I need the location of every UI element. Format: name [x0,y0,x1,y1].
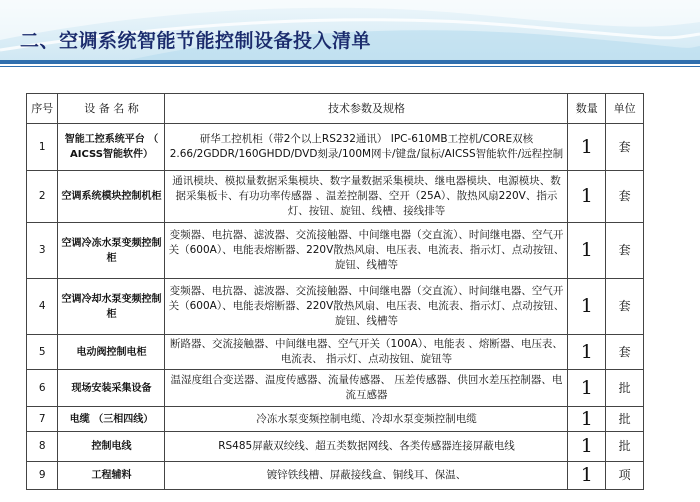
table-header-row [27,94,644,124]
row-qty: 1 [568,462,606,490]
header-rule-thin [0,66,700,67]
row-no: 8 [27,432,58,462]
row-spec: 通讯模块、模拟量数据采集模块、数字量数据采集模块、继电器模块、电源模块、数据采集板卡、有功功率传感器 、温差控制器、空开（25A）、散热风扇220V、指示灯、按钮、旋钮、线槽、接线排等 [165,171,568,223]
column-header-name: 设 备 名 称 [58,94,165,124]
row-no: 7 [27,407,58,432]
column-header-spec: 技术参数及规格 [165,94,568,124]
table-row [27,223,644,279]
row-spec: RS485屏蔽双绞线、超五类数据网线、各类传感器连接屏蔽电线 [165,432,568,462]
row-qty: 1 [568,124,606,171]
row-unit: 套 [606,279,644,335]
row-spec: 镀锌铁线槽、屏蔽接线盒、铜线耳、保温、 [165,462,568,490]
row-unit: 批 [606,407,644,432]
row-spec: 温湿度组合变送器、温度传感器、流量传感器、 压差传感器、供回水差压控制器、电流互感器 [165,370,568,407]
row-no: 6 [27,370,58,407]
table-row [27,370,644,407]
table-row [27,432,644,462]
row-unit: 套 [606,223,644,279]
row-spec: 断路器、交流接触器、中间继电器、空气开关（100A）、电能表 、熔断器、电压表、电流表、 指示灯、点动按钮、旋钮等 [165,335,568,370]
table-row [27,407,644,432]
column-header-qty: 数量 [568,94,606,124]
row-qty: 1 [568,223,606,279]
row-name: 空调系统模块控制机柜 [58,171,165,223]
row-qty: 1 [568,407,606,432]
row-qty: 1 [568,370,606,407]
row-name: 空调冷冻水泵变频控制柜 [58,223,165,279]
table-row [27,171,644,223]
row-unit: 套 [606,171,644,223]
row-unit: 套 [606,335,644,370]
row-no: 9 [27,462,58,490]
row-spec: 研华工控机柜（带2个以上RS232通讯） IPC-610MB工控机/CORE双核 2.66/2GDDR/160GHDD/DVD刻录/100M网卡/键盘/鼠标/AICSS智能软件/远程控制 [165,124,568,171]
row-name: 现场安装采集设备 [58,370,165,407]
table-row [27,335,644,370]
row-spec: 冷冻水泵变频控制电缆、冷却水泵变频控制电缆 [165,407,568,432]
row-no: 3 [27,223,58,279]
row-qty: 1 [568,432,606,462]
row-qty: 1 [568,279,606,335]
row-name: 电动阀控制电柜 [58,335,165,370]
row-unit: 批 [606,432,644,462]
row-no: 4 [27,279,58,335]
row-qty: 1 [568,335,606,370]
row-unit: 项 [606,462,644,490]
page-title: 二、空调系统智能节能控制设备投入清单 [20,30,372,52]
row-qty: 1 [568,171,606,223]
title-banner [0,0,700,62]
row-name: 空调冷却水泵变频控制柜 [58,279,165,335]
column-header-unit: 单位 [606,94,644,124]
row-no: 2 [27,171,58,223]
table-row [27,279,644,335]
table-row [27,124,644,171]
row-no: 1 [27,124,58,171]
row-unit: 批 [606,370,644,407]
row-name: 工程辅料 [58,462,165,490]
row-no: 5 [27,335,58,370]
header-rule-thick [0,60,700,64]
equipment-table [26,93,644,490]
row-name: 智能工控系统平台 （ AICSS智能软件） [58,124,165,171]
row-name: 控制电线 [58,432,165,462]
row-spec: 变频器、电抗器、滤波器、交流接触器、中间继电器（交直流）、时间继电器、空气开关（600A）、电能表熔断器、220V散热风扇、电压表、电流表、指示灯、点动按钮、旋钮、线槽等 [165,279,568,335]
row-name: 电缆 （三相四线） [58,407,165,432]
table-row [27,462,644,490]
row-unit: 套 [606,124,644,171]
column-header-no: 序号 [27,94,58,124]
row-spec: 变频器、电抗器、滤波器、交流接触器、中间继电器（交直流）、时间继电器、空气开关（600A）、电能表熔断器、220V散热风扇、电压表、电流表、指示灯、点动按钮、旋钮、线槽等 [165,223,568,279]
